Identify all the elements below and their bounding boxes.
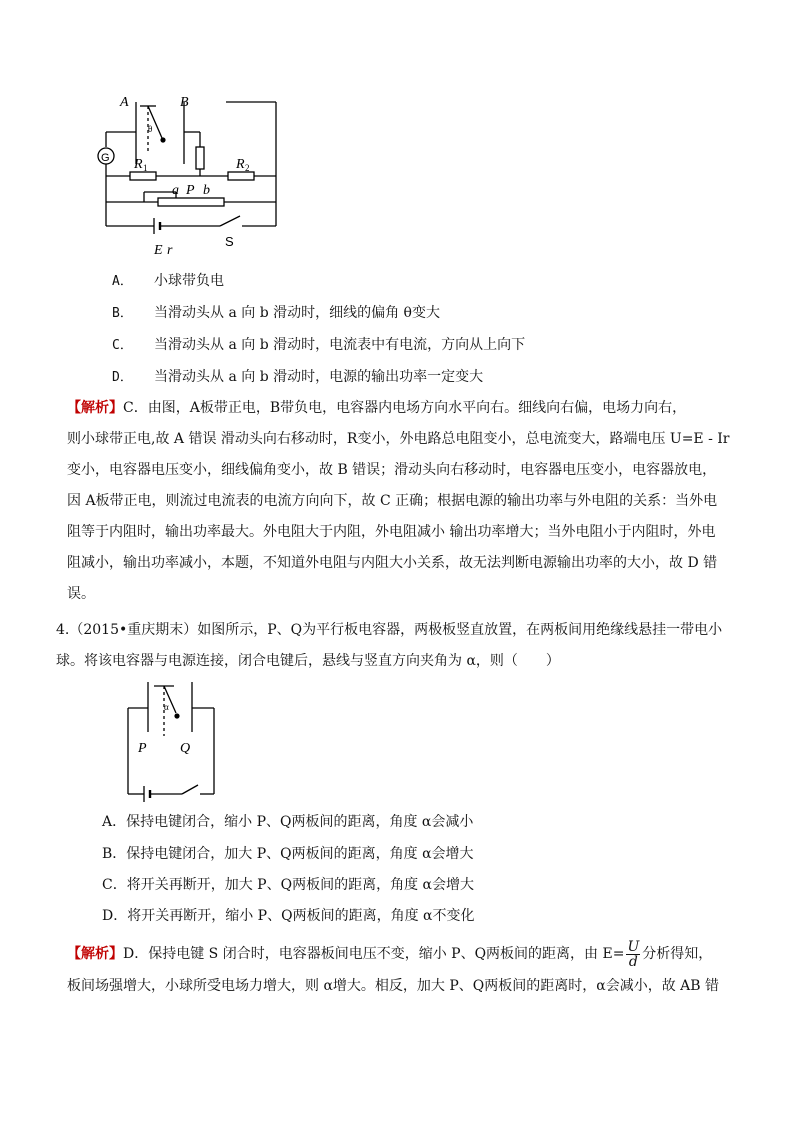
- q4-option-b: B．保持电键闭合，加大 P、Q两板间的距离，角度 α会增大: [102, 846, 474, 862]
- label-Q-plate: Q: [180, 741, 191, 756]
- label-P: P: [186, 183, 195, 198]
- label-theta: θ: [148, 124, 153, 134]
- q3-option-b: B． 当滑动头从 a 向 b 滑动时，细线的偏角 θ变大: [112, 305, 440, 321]
- label-R2-sub: 2: [245, 163, 250, 173]
- q3-analysis-line-2: 则小球带正电,故 A 错误 滑动头向右移动时，R变小，外电路总电阻变小，总电流变大，路端电压 U=E - Ir: [67, 431, 730, 447]
- q4-option-a: A．保持电键闭合，缩小 P、Q两板间的距离，角度 α会减小: [102, 814, 474, 830]
- label-G: G: [101, 152, 110, 164]
- q4-question-line-1: 4.（2015•重庆期末）如图所示，P、Q为平行板电容器，两极板竖直放置，在两板间用绝缘线悬挂一带电小: [56, 622, 723, 638]
- q4-option-c: C．将开关再断开，加大 P、Q两板间的距离，角度 α会增大: [102, 877, 474, 893]
- analysis-tag: 【解析】: [67, 400, 123, 416]
- q4-option-d: D．将开关再断开，缩小 P、Q两板间的距离，角度 α不变化: [102, 908, 475, 924]
- q4-analysis-line-1: 【解析】D．保持电键 S 闭合时，电容器板间电压不变，缩小 P、Q两板间的距离，由 E= $\frac{U}{d}$ 分析得知，: [67, 938, 713, 970]
- charged-ball: [160, 137, 165, 142]
- label-R1-sub: 1: [143, 163, 148, 173]
- q3-analysis-line-6: 阻减小，输出功率减小，本题，不知道外电阻与内阻大小关系，故无法判断电源输出功率的大小，故 D 错: [67, 555, 718, 571]
- q3-analysis-line-1: 【解析】C．由图，A板带正电，B带负电，电容器内电场方向水平向右。细线向右偏，电场力向右，: [67, 400, 687, 416]
- label-S: S: [225, 234, 234, 249]
- label-a: a: [172, 183, 179, 198]
- label-P-plate: P: [138, 741, 147, 756]
- label-b: b: [203, 183, 210, 198]
- label-A: A: [120, 95, 129, 110]
- q4-question-line-2: 球。将该电容器与电源连接，闭合电键后，悬线与竖直方向夹角为 α，则（ ）: [56, 653, 560, 669]
- charged-ball-2: [174, 713, 179, 718]
- q3-option-a: A． 小球带负电: [112, 273, 224, 289]
- q3-analysis-line-4: 因 A板带正电，则流过电流表的电流方向向下，故 C 正确；根据电源的输出功率与外电阻的关系：当外电: [67, 493, 718, 509]
- q4-analysis-line-2: 板间场强增大，小球所受电场力增大，则 α增大。相反，加大 P、Q两板间的距离时，α会减小，故 AB 错: [67, 978, 720, 994]
- label-alpha: α: [164, 702, 169, 712]
- label-E: E: [154, 243, 163, 258]
- q4-question: [56, 615, 746, 677]
- q3-option-d: D． 当滑动头从 a 向 b 滑动时，电源的输出功率一定变大: [112, 369, 484, 385]
- q4-analysis: [67, 936, 747, 1000]
- label-R2: R: [236, 157, 245, 172]
- fraction-u-over-d: $\frac{U}{d}$: [627, 938, 640, 970]
- q3-analysis-line-5: 阻等于内阻时，输出功率最大。外电阻大于内阻，外电阻减小 输出功率增大；当外电阻小于内阻时，外电: [67, 524, 716, 540]
- label-r: r: [167, 243, 173, 258]
- analysis-tag-2: 【解析】: [67, 946, 123, 962]
- label-R1: R: [134, 157, 143, 172]
- q3-analysis-line-3: 变小，电容器电压变小，细线偏角变小，故 B 错误；滑动头向右移动时，电容器电压变小，电容器放电，: [67, 462, 717, 478]
- label-B: B: [180, 95, 189, 110]
- q3-option-c: C． 当滑动头从 a 向 b 滑动时，电流表中有电流，方向从上向下: [112, 337, 526, 353]
- circuit-diagram-1: [96, 92, 286, 262]
- q3-analysis-line-7: 误。: [67, 586, 95, 602]
- q3-analysis: [67, 393, 735, 610]
- capacitor-diagram-2: [122, 680, 224, 804]
